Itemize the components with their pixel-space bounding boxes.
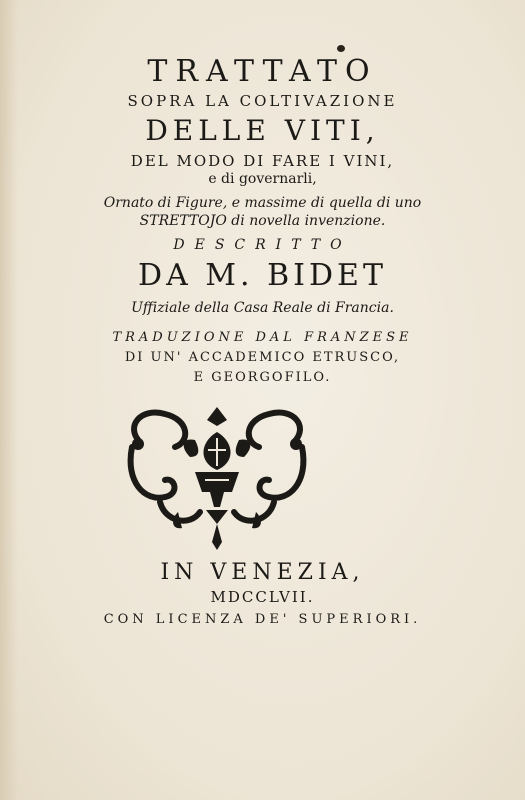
author-name: DA M. BIDET [138, 258, 387, 293]
description-line-2: STRETTOJO di novella invenzione. [139, 213, 386, 229]
floral-vignette-icon [120, 402, 314, 552]
description-line-1: Ornato di Figure, e massime di quella di uno [103, 195, 422, 211]
subtitle-line-3: DEL MODO DI FARE I VINI, [130, 152, 395, 170]
descritto-line: DESCRITTO [173, 237, 352, 253]
imprint-place: IN VENEZIA, [160, 560, 365, 585]
subtitle-line-4: e di governarli, [208, 171, 317, 187]
ink-spot [337, 45, 345, 52]
license-line: CON LICENZA DE' SUPERIORI. [103, 612, 422, 627]
subtitle-line-2: DELLE VITI, [145, 114, 380, 147]
translation-line-1: TRADUZIONE DAL FRANZESE [112, 330, 413, 345]
author-role: Uffiziale della Casa Reale di Francia. [131, 300, 394, 316]
translation-line-2: DI UN' ACCADEMICO ETRUSCO, [124, 350, 401, 365]
book-title: TRATTATO [147, 54, 378, 89]
imprint-year: MDCCLVII. [210, 588, 315, 606]
subtitle-line-1: SOPRA LA COLTIVAZIONE [127, 92, 398, 110]
translation-line-3: E GEORGOFILO. [193, 370, 332, 385]
